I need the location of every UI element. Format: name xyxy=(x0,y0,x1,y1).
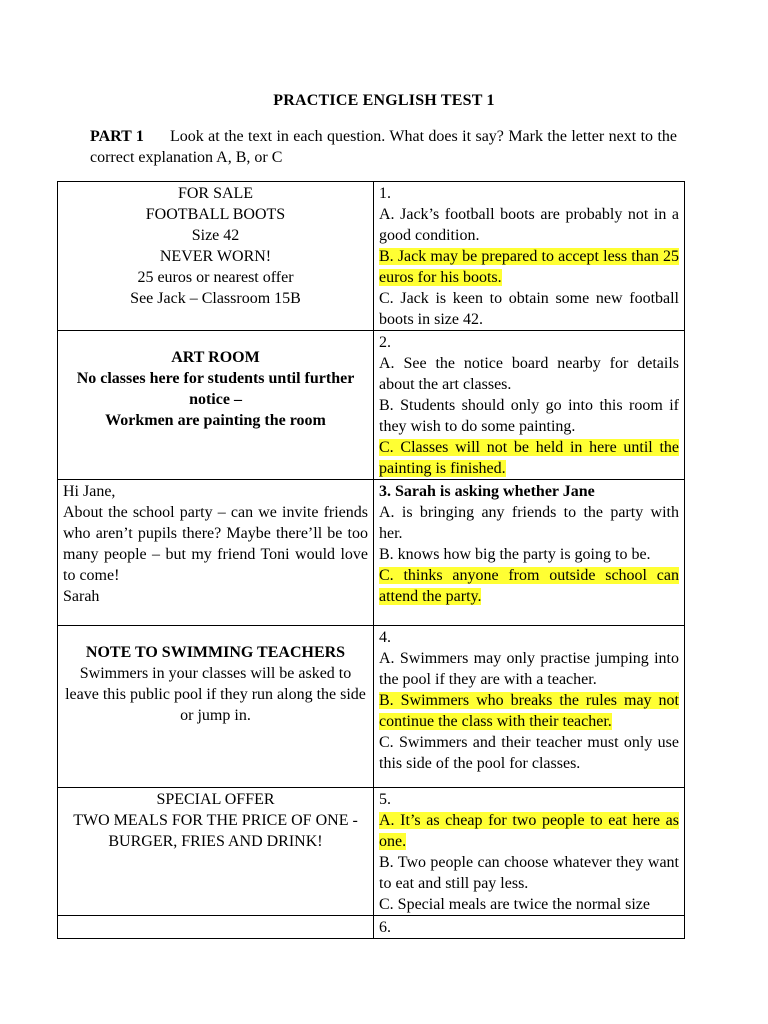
question-number: 5. xyxy=(379,791,391,808)
question-number: 1. xyxy=(379,185,391,202)
question-stem: Sarah is asking whether Jane xyxy=(395,483,595,500)
notice-heading: SPECIAL OFFER xyxy=(156,791,275,808)
notice-line: Size 42 xyxy=(191,227,240,244)
option-b-correct[interactable]: B. Jack may be prepared to accept less than 25 euros for his boots. xyxy=(379,248,679,286)
part-instructions xyxy=(90,126,677,168)
notice-line: No classes here for students until further notice – xyxy=(76,370,355,408)
option-c[interactable]: C. Swimmers and their teacher must only use this side of the pool for classes. xyxy=(379,734,679,772)
notice-line: NEVER WORN! xyxy=(159,248,272,265)
question-number: 6. xyxy=(379,919,391,936)
option-a-correct[interactable]: A. It’s as cheap for two people to eat here as one. xyxy=(379,812,679,850)
notice-cell xyxy=(58,331,374,480)
option-b[interactable]: B. knows how big the party is going to be. xyxy=(379,546,651,563)
table-row xyxy=(58,331,685,480)
notice-line: FOOTBALL BOOTS xyxy=(145,206,286,223)
note-body: About the school party – can we invite friends who aren’t pupils there? Maybe there’ll be too many people – but my friend Toni would love to come! xyxy=(63,504,368,584)
option-c[interactable]: C. Special meals are twice the normal size xyxy=(379,896,651,913)
note-greeting: Hi Jane, xyxy=(63,483,116,500)
instruction-text: Look at the text in each question. What does it say? Mark the letter next to the correct explanation A, B, or C xyxy=(90,128,678,166)
options-cell xyxy=(374,916,685,939)
option-a[interactable]: A. is bringing any friends to the party with her. xyxy=(379,504,679,542)
options-cell xyxy=(374,626,685,788)
questions-table xyxy=(57,181,685,939)
options-cell xyxy=(374,480,685,626)
option-a[interactable]: A. See the notice board nearby for details about the art classes. xyxy=(379,355,679,393)
note-signature: Sarah xyxy=(63,588,100,605)
option-b[interactable]: B. Students should only go into this room if they wish to do some painting. xyxy=(379,397,679,435)
table-row xyxy=(58,182,685,331)
notice-line: Workmen are painting the room xyxy=(105,412,326,429)
notice-line: Swimmers in your classes will be asked to leave this public pool if they run along the side or jump in. xyxy=(65,665,366,724)
table-row xyxy=(58,626,685,788)
options-cell xyxy=(374,182,685,331)
options-cell xyxy=(374,331,685,480)
notice-cell xyxy=(58,788,374,916)
notice-heading: ART ROOM xyxy=(171,349,260,366)
question-number: 3. xyxy=(379,483,391,500)
option-b[interactable]: B. Two people can choose whatever they want to eat and still pay less. xyxy=(379,854,679,892)
notice-line: FOR SALE xyxy=(177,185,254,202)
option-c-correct[interactable]: C. Classes will not be held in here until the painting is finished. xyxy=(379,439,679,477)
option-c[interactable]: C. Jack is keen to obtain some new football boots in size 42. xyxy=(379,290,679,328)
test-title: PRACTICE ENGLISH TEST 1 xyxy=(273,92,495,109)
options-cell xyxy=(374,788,685,916)
notice-heading: NOTE TO SWIMMING TEACHERS xyxy=(85,644,346,661)
table-row xyxy=(58,916,685,939)
notice-line: 25 euros or nearest offer xyxy=(137,269,294,286)
table-row xyxy=(58,480,685,626)
part-label: PART 1 xyxy=(90,128,144,145)
notice-line: See Jack – Classroom 15B xyxy=(130,290,301,307)
option-a[interactable]: A. Swimmers may only practise jumping into the pool if they are with a teacher. xyxy=(379,650,679,688)
option-a[interactable]: A. Jack’s football boots are probably not in a good condition. xyxy=(379,206,679,244)
notice-cell xyxy=(58,480,374,626)
table-row xyxy=(58,788,685,916)
notice-cell xyxy=(58,626,374,788)
question-number: 2. xyxy=(379,334,391,351)
notice-cell xyxy=(58,916,374,939)
question-number: 4. xyxy=(379,629,391,646)
notice-cell xyxy=(58,182,374,331)
notice-line: TWO MEALS FOR THE PRICE OF ONE - BURGER, FRIES AND DRINK! xyxy=(73,812,358,850)
option-b-correct[interactable]: B. Swimmers who breaks the rules may not continue the class with their teacher. xyxy=(379,692,679,730)
option-c-correct[interactable]: C. thinks anyone from outside school can attend the party. xyxy=(379,567,679,605)
